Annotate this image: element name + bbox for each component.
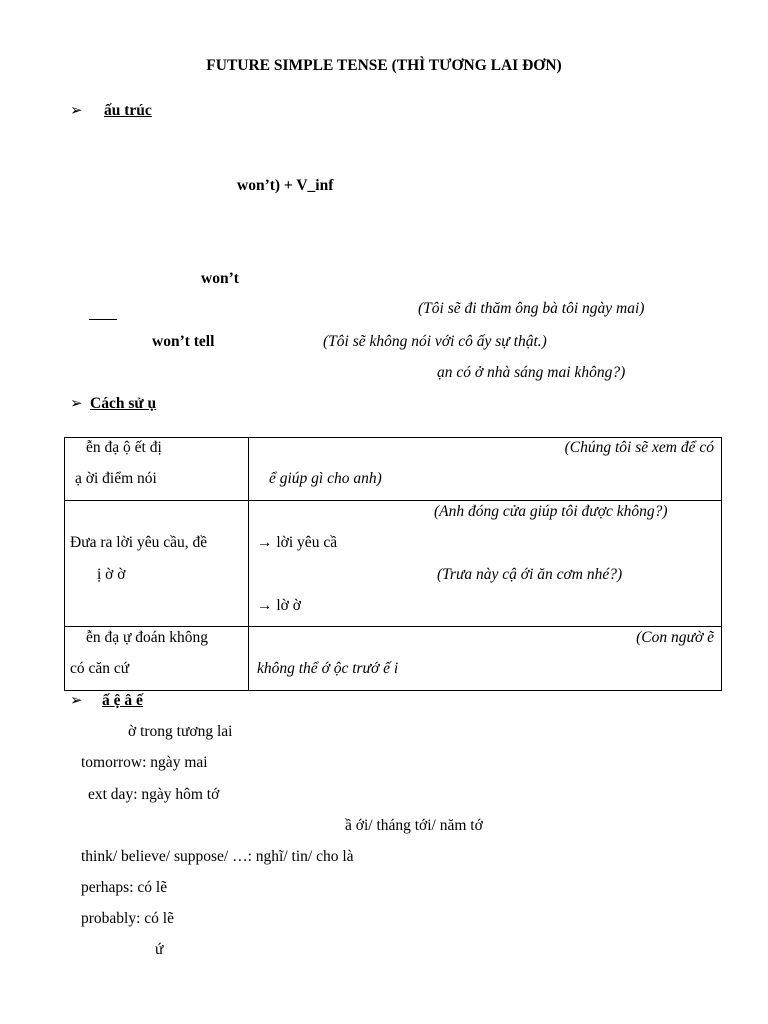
section-usage-heading: Cách sử ụ: [90, 395, 157, 412]
table-cell: không thể ớ ộc trướ ế i: [257, 660, 399, 677]
list-item: ầ ới/ tháng tới/ năm tớ: [345, 817, 483, 834]
table-cell: ể giúp gì cho anh): [269, 470, 382, 487]
negative-form: won’t: [201, 270, 239, 287]
blank-line: [89, 319, 117, 320]
table-cell: ễn đạ ộ ết đị: [86, 439, 162, 456]
table-cell: (Con ngườ ẽ: [636, 629, 714, 646]
section-signals-heading: ấ ệ â ế: [102, 692, 143, 709]
bullet-arrow-icon: ➢: [70, 693, 83, 709]
table-cell: ị ờ ờ: [97, 566, 126, 583]
example-2-phrase: won’t tell: [152, 333, 215, 350]
section-structure-heading: ấu trúc: [104, 102, 152, 119]
structure-formula: won’t) + V_inf: [237, 177, 334, 194]
example-1-translation: (Tôi sẽ đi thăm ông bà tôi ngày mai): [418, 300, 645, 317]
list-item: perhaps: có lẽ: [81, 879, 168, 896]
list-item: ext day: ngày hôm tớ: [88, 786, 220, 803]
list-item: ờ trong tương lai: [128, 723, 233, 740]
list-item: probably: có lẽ: [81, 910, 174, 927]
page-title: FUTURE SIMPLE TENSE (THÌ TƯƠNG LAI ĐƠN): [206, 57, 562, 74]
table-cell: → lờ ờ: [257, 597, 301, 614]
example-3-translation: ạn có ở nhà sáng mai không?): [437, 364, 626, 381]
table-cell: → lời yêu cầ: [257, 534, 338, 551]
bullet-arrow-icon: ➢: [70, 103, 83, 119]
table-cell: Đưa ra lời yêu cầu, đề: [70, 534, 208, 551]
table-cell: (Anh đóng cửa giúp tôi được không?): [434, 503, 668, 520]
table-cell: có căn cứ: [70, 660, 130, 677]
table-cell: ạ ời điểm nói: [75, 470, 157, 487]
list-item: think/ believe/ suppose/ …: nghĩ/ tin/ cho là: [81, 848, 354, 865]
table-cell: (Chúng tôi sẽ xem để có: [564, 439, 714, 456]
table-cell: (Trưa này cậ ới ăn cơm nhé?): [437, 566, 623, 583]
list-item: tomorrow: ngày mai: [81, 754, 208, 771]
bullet-arrow-icon: ➢: [70, 396, 83, 412]
example-2-translation: (Tôi sẽ không nói với cô ấy sự thật.): [323, 333, 547, 350]
table-cell: ễn đạ ự đoán không: [86, 629, 209, 646]
list-item: ứ: [155, 941, 164, 958]
